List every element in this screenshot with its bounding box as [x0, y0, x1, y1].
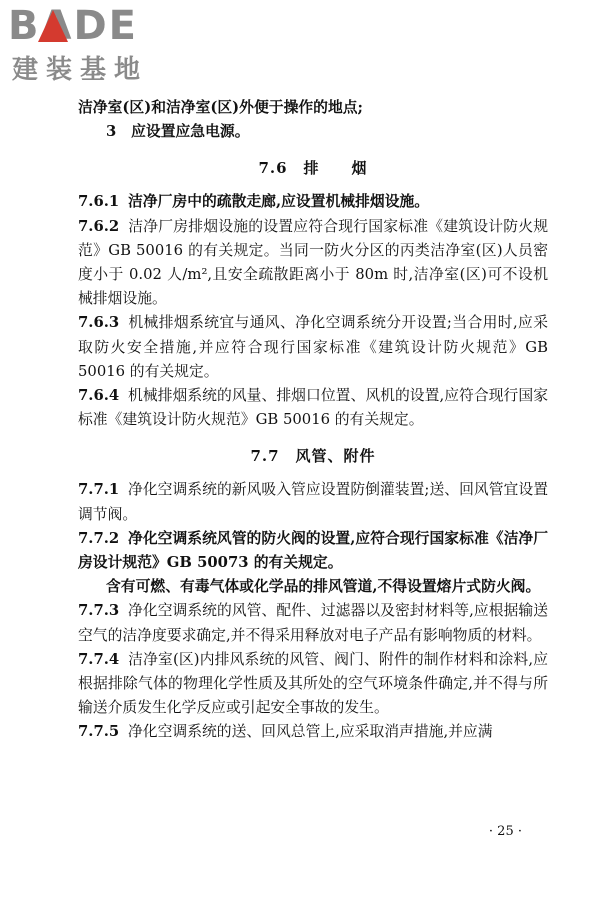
section-heading: 7.7 风管、附件 [250, 447, 376, 466]
clause-7-6-2 [78, 215, 548, 312]
page-number: · 25 · [488, 824, 522, 839]
clause-text: 洁净厂房排烟设施的设置应符合现行国家标准《建筑设计防火规范》GB 50016 的有关规定。当同一防火分区的丙类洁净室(区)人员密度小于 0.02 人/m²,且安全疏散距离小于 80m 时,洁净室(区)可不设机械排烟设施。 [78, 217, 548, 308]
clause-7-6-1 [78, 190, 548, 214]
clause-number: 7.6.2 [78, 217, 120, 235]
clause-7-7-4 [78, 648, 548, 721]
item-text: 应设置应急电源。 [131, 123, 250, 141]
clause-number: 7.7.4 [78, 650, 120, 668]
logo-sub-text: 建装基地 [12, 55, 149, 85]
clause-number: 7.7.2 [78, 529, 120, 547]
clause-text: 洁净厂房中的疏散走廊,应设置机械排烟设施。 [128, 193, 430, 211]
clause-number: 7.6.3 [78, 314, 120, 332]
clause-number: 7.7.5 [78, 723, 120, 741]
clause-7-7-1 [78, 478, 548, 526]
clause-number: 7.7.1 [78, 481, 120, 499]
bade-logo [8, 2, 188, 92]
continuation-line: 洁净室(区)和洁净室(区)外便于操作的地点; [78, 99, 364, 116]
logo-red-triangle [38, 10, 68, 42]
list-item-3 [78, 120, 548, 144]
clause-text: 洁净室(区)内排风系统的风管、阀门、附件的制作材料和涂料,应根据排除气体的物理化学性质及其所处的空气环境条件确定,并不得与所输送介质发生化学反应或引起安全事故的发生。 [78, 650, 548, 717]
clause-number: 7.6.4 [78, 387, 120, 405]
clause-7-7-5 [78, 720, 548, 744]
clause-number: 7.6.1 [78, 193, 120, 211]
logo-main-text: BADE [8, 3, 138, 49]
clause-text: 净化空调系统风管的防火阀的设置,应符合现行国家标准《洁净厂房设计规范》GB 50073 的有关规定。 [78, 529, 548, 572]
clause-text: 净化空调系统的新风吸入管应设置防倒灌装置;送、回风管宜设置调节阀。 [78, 481, 548, 523]
clause-text: 净化空调系统的风管、配件、过滤器以及密封材料等,应根据输送空气的洁净度要求确定,并不得采用释放对电子产品有影响物质的材料。 [78, 602, 548, 644]
clause-text: 机械排烟系统的风量、排烟口位置、风机的设置,应符合现行国家标准《建筑设计防火规范》GB 50016 的有关规定。 [78, 387, 548, 429]
clause-text: 净化空调系统的送、回风总管上,应采取消声措施,并应满 [128, 723, 493, 741]
document-body [78, 96, 548, 745]
clause-7-7-2 [78, 527, 548, 575]
clause-7-7-2-paragraph: 含有可燃、有毒气体或化学品的排风管道,不得设置熔片式防火阀。 [106, 578, 541, 596]
clause-7-6-4 [78, 384, 548, 432]
clause-7-7-3 [78, 599, 548, 647]
clause-7-6-3 [78, 311, 548, 384]
item-number: 3 [106, 123, 117, 141]
clause-number: 7.7.3 [78, 602, 120, 620]
section-heading: 7.6 排 烟 [258, 159, 368, 178]
clause-text: 机械排烟系统宜与通风、净化空调系统分开设置;当合用时,应采取防火安全措施,并应符合现行国家标准《建筑设计防火规范》GB 50016 的有关规定。 [78, 314, 548, 380]
